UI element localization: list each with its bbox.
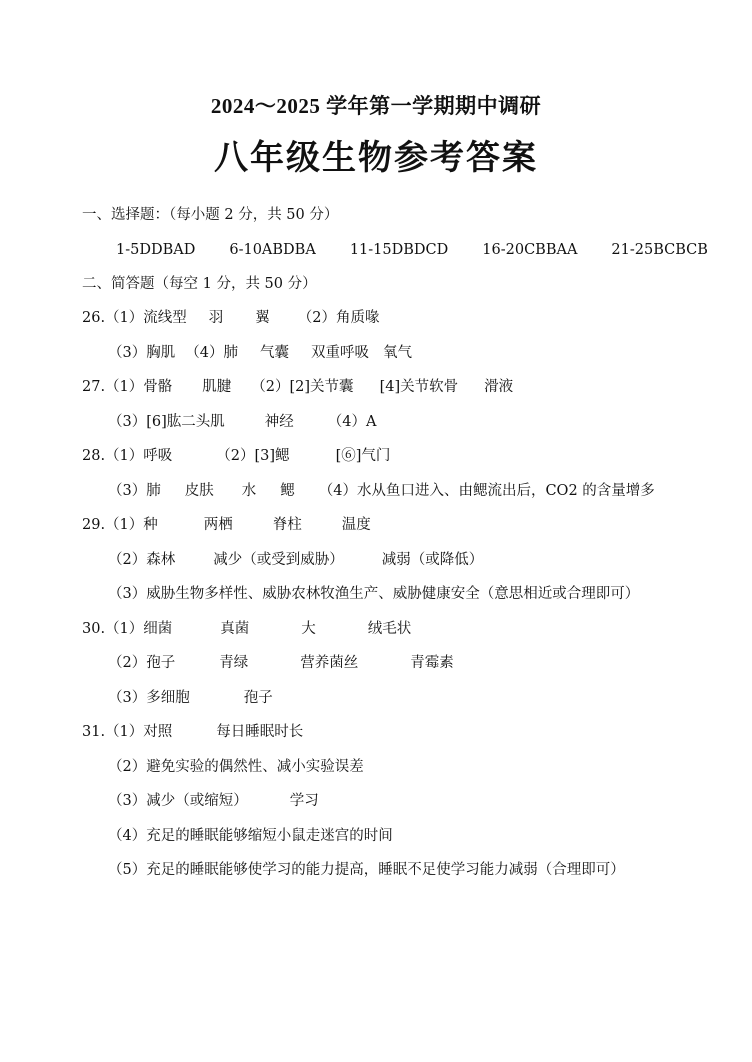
q27-line-1 [82,377,513,397]
q28-answer: 水 [241,483,257,499]
q26-line-1 [82,308,380,328]
q30-line-1 [82,619,411,639]
q26-answer: 羽 [208,310,224,326]
choice-section-heading: 一、选择题：（每小题 2 分，共 50 分） [82,207,339,223]
q31-answer: 31.（1）对照 [82,724,173,740]
q26-answer: 26.（1）流线型 [82,310,187,326]
q26-answer: 气囊 [259,345,289,361]
q27-answer: （2）[2]关节囊 [251,379,354,395]
q27-answer: [4]关节软骨 [379,379,459,395]
short-answer-section-heading: 二、简答题（每空 1 分，共 50 分） [82,276,317,292]
q27-answer: 肌腱 [202,379,232,395]
q28-line-2 [108,481,655,501]
q27-answer: 27.（1）骨骼 [82,379,173,395]
q26-line-2 [108,343,412,363]
answer-key-title: 八年级生物参考答案 [214,138,538,178]
q30-line-3 [108,688,273,708]
q30-answer: （2）孢子 [108,655,176,671]
q30-answer: 30.（1）细菌 [82,621,173,637]
q28-answer: （4）水从鱼口进入、由鳃流出后，CO2 的含量增多 [318,483,655,499]
q28-answer: 皮肤 [184,483,214,499]
q26-answer: （2）角质喙 [297,310,380,326]
q30-answer: 营养菌丝 [300,655,359,671]
q29-answer: 脊柱 [272,517,302,533]
q31-line-2: （2）避免实验的偶然性、减小实验误差 [108,759,364,775]
q29-line-3: （3）威胁生物多样性、威胁农林牧渔生产、威胁健康安全（意思相近或合理即可） [108,586,640,602]
q31-line-5: （5）充足的睡眠能够使学习的能力提高，睡眠不足使学习能力减弱（合理即可） [108,862,625,878]
q29-answer: 两栖 [203,517,233,533]
q29-answer: 减弱（或降低） [381,552,484,568]
q31-line-4: （4）充足的睡眠能够缩短小鼠走迷宫的时间 [108,828,393,844]
q30-answer: 绒毛状 [367,621,412,637]
q31-line-3 [108,791,319,811]
q28-answer: （2）[3]鳃 [216,448,290,464]
q31-answer: 学习 [289,793,319,809]
q29-answer: 温度 [341,517,371,533]
q30-answer: 青绿 [219,655,249,671]
choice-answer-16-20: 16-20CBBAA [482,242,578,258]
q30-answer: （3）多细胞 [108,690,190,706]
q26-answer: 氧气 [382,345,412,361]
q31-answer: 每日睡眠时长 [216,724,304,740]
q28-answer: （3）肺 [108,483,161,499]
q29-answer: 减少（或受到威胁） [213,552,344,568]
choice-answer-6-10: 6-10ABDBA [229,242,316,258]
q29-answer: （2）森林 [108,552,176,568]
q29-answer: 29.（1）种 [82,517,158,533]
q26-answer: 翼 [255,310,270,326]
q28-answer: 鳃 [280,483,295,499]
q26-answer: （4）肺 [185,345,238,361]
q31-answer: （3）减少（或缩短） [108,793,248,809]
q30-line-2 [108,653,454,673]
q31-line-1 [82,722,303,742]
q29-line-1 [82,515,371,535]
q28-line-1 [82,446,390,466]
q27-line-2 [108,412,376,432]
q30-answer: 大 [301,621,316,637]
exam-title: 2024～2025 学年第一学期期中调研 [210,94,542,118]
choice-answers-row [116,240,708,260]
q30-answer: 孢子 [243,690,273,706]
q30-answer: 真菌 [220,621,250,637]
q26-answer: 双重呼吸 [310,345,369,361]
choice-answer-11-15: 11-15DBDCD [349,242,449,258]
q28-answer: 28.（1）呼吸 [82,448,173,464]
q29-line-2 [108,550,483,570]
q27-answer: （4）A [327,414,377,430]
q26-answer: （3）胸肌 [108,345,176,361]
q27-answer: 神经 [264,414,294,430]
q27-answer: （3）[6]肱二头肌 [108,414,225,430]
q28-answer: [⑥]气门 [335,448,391,464]
choice-answer-21-25: 21-25BCBCB [611,242,708,258]
choice-answer-1-5: 1-5DDBAD [116,242,196,258]
q27-answer: 滑液 [484,379,514,395]
q30-answer: 青霉素 [410,655,454,671]
